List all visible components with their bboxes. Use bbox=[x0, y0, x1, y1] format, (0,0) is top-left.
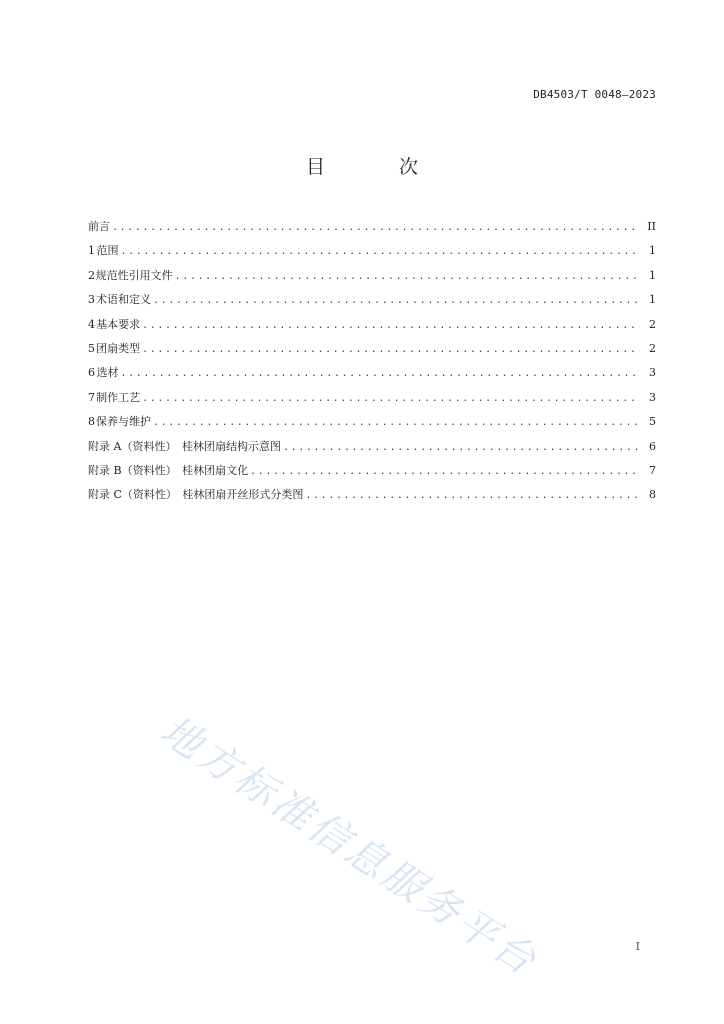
toc-entry-label: 附录 A（资料性） 桂林团扇结构示意图 bbox=[88, 439, 281, 453]
toc-entry-page: 1 bbox=[649, 268, 656, 282]
toc-entry-label: 前言 bbox=[88, 220, 110, 233]
toc-leader-dots bbox=[305, 490, 640, 501]
toc-entry-number: 7 bbox=[88, 390, 95, 404]
toc-entry-page: 6 bbox=[649, 439, 656, 453]
toc-entry-normative-references[interactable] bbox=[88, 267, 656, 291]
toc-entry-page: 2 bbox=[649, 317, 656, 331]
toc-entry-materials[interactable] bbox=[88, 364, 656, 388]
watermark-text: 地方标准信息服务平台 bbox=[152, 707, 547, 986]
toc-entry-label: 保养与维护 bbox=[95, 415, 151, 429]
table-of-contents bbox=[88, 218, 656, 511]
toc-entry-page: 1 bbox=[649, 293, 656, 307]
toc-entry-basic-requirements[interactable] bbox=[88, 316, 656, 340]
toc-entry-page: II bbox=[647, 220, 656, 233]
toc-leader-dots bbox=[283, 442, 640, 453]
toc-entry-scope[interactable] bbox=[88, 242, 656, 266]
toc-leader-dots bbox=[153, 295, 640, 306]
toc-leader-dots bbox=[121, 246, 640, 257]
toc-leader-dots bbox=[175, 271, 640, 282]
toc-entry-number: 5 bbox=[88, 341, 95, 355]
toc-entry-number: 4 bbox=[88, 317, 95, 331]
toc-entry-label: 术语和定义 bbox=[95, 293, 151, 307]
toc-entry-page: 8 bbox=[649, 488, 656, 502]
toc-leader-dots bbox=[142, 393, 640, 404]
toc-entry-label: 附录 C（资料性） 桂林团扇开丝形式分类图 bbox=[88, 488, 304, 502]
toc-title: 目 次 bbox=[305, 156, 453, 178]
toc-entry-appendix-a[interactable] bbox=[88, 438, 656, 462]
toc-entry-label: 制作工艺 bbox=[96, 390, 141, 404]
document-code: DB4503/T 0048—2023 bbox=[533, 88, 656, 101]
page-number: I bbox=[635, 940, 640, 953]
toc-entry-number: 8 bbox=[88, 415, 95, 429]
toc-entry-number: 1 bbox=[88, 244, 95, 258]
toc-entry-label: 基本要求 bbox=[96, 317, 141, 331]
toc-entry-number: 2 bbox=[88, 268, 95, 282]
toc-leader-dots bbox=[250, 466, 640, 477]
toc-leader-dots bbox=[142, 344, 640, 355]
toc-entry-label: 团扇类型 bbox=[96, 341, 141, 355]
toc-entry-maintenance[interactable] bbox=[88, 413, 656, 437]
toc-entry-page: 5 bbox=[649, 415, 656, 429]
toc-leader-dots bbox=[112, 222, 640, 233]
toc-entry-label: 规范性引用文件 bbox=[95, 268, 173, 282]
toc-entry-label: 范围 bbox=[96, 244, 119, 258]
toc-entry-page: 1 bbox=[649, 244, 656, 258]
toc-entry-label: 选材 bbox=[96, 366, 119, 380]
toc-entry-craft-process[interactable] bbox=[88, 389, 656, 413]
toc-entry-appendix-b[interactable] bbox=[88, 462, 656, 486]
toc-entry-label: 附录 B（资料性） 桂林团扇文化 bbox=[88, 463, 249, 477]
toc-entry-page: 7 bbox=[649, 463, 656, 477]
toc-entry-foreword[interactable] bbox=[88, 218, 656, 242]
toc-entry-appendix-c[interactable] bbox=[88, 486, 656, 510]
toc-leader-dots bbox=[121, 368, 640, 379]
toc-entry-page: 3 bbox=[649, 366, 656, 380]
toc-entry-number: 3 bbox=[88, 293, 95, 307]
toc-entry-page: 2 bbox=[649, 341, 656, 355]
toc-entry-fan-types[interactable] bbox=[88, 340, 656, 364]
toc-entry-terms-definitions[interactable] bbox=[88, 291, 656, 315]
toc-leader-dots bbox=[142, 320, 640, 331]
toc-leader-dots bbox=[153, 417, 640, 428]
toc-entry-page: 3 bbox=[649, 390, 656, 404]
toc-entry-number: 6 bbox=[88, 366, 95, 380]
